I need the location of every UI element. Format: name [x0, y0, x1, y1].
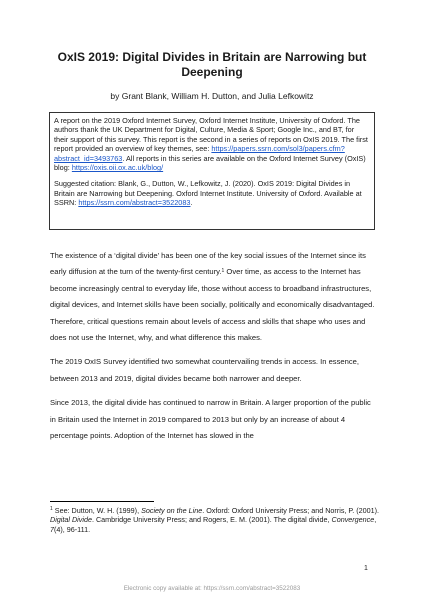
- citation-end: .: [190, 198, 193, 208]
- footnote-title-1: Society on the Line: [141, 506, 203, 515]
- citation-link[interactable]: https://ssrn.com/abstract=3522083: [78, 198, 191, 208]
- footnote-text-a: See: Dutton, W. H. (1999),: [52, 506, 142, 515]
- paragraph-1-a: The existence of a ‘digital divide’ has been one of the key social issues of the Internet since its early diffusion at the turn of the twenty-first century.: [50, 251, 366, 277]
- report-info-box: [49, 112, 375, 230]
- paper-title: OxIS 2019: Digital Divides in Britain are Narrowing but Deepening: [57, 50, 367, 79]
- footnote-text-c: . Cambridge University Press; and Rogers, E. M. (2001). The digital divide,: [91, 515, 332, 525]
- suggested-citation: [54, 179, 370, 207]
- blog-link[interactable]: https://oxis.oii.ox.ac.uk/blog/: [71, 163, 164, 173]
- page-number: 1: [364, 565, 368, 572]
- paragraph-1-b: Over time, as access to the Internet has become increasingly central to everyday life, those without access to broadband infrastructures, digital devices, and Internet skills have been socially, politically and economically disadvantaged. Therefore, critical questions remain about levels of access and skills that shape who uses and does not use the Internet, why, and what difference this makes.: [50, 267, 375, 343]
- footnote-text-e: (4), 96-111.: [54, 524, 91, 534]
- body-text: [50, 248, 378, 452]
- report-text-2: . All reports in this series are available on the Oxford Internet Survey (OxIS) blog:: [54, 153, 366, 173]
- citation-text: Suggested citation: Blank, G., Dutton, W., Lefkowitz, J. (2020). OxIS 2019: Digital Divides in Britain are Narrowing but Deepening. Oxford Internet Institute. University of Oxford. Available at SSRN:: [54, 179, 362, 208]
- footnote-divider: [50, 501, 154, 502]
- footnote-number: 1: [50, 506, 53, 512]
- paragraph-3: Since 2013, the digital divide has continued to narrow in Britain. A larger proportion of the public in Britain used the Internet in 2019 compared to 2013 but only by an increase of about 4 percentage points. Adoption of the Internet has slowed in the: [50, 398, 371, 441]
- report-description: [54, 116, 370, 172]
- author-line: by Grant Blank, William H. Dutton, and Julia Lefkowitz: [110, 91, 314, 101]
- footnote: [50, 506, 380, 534]
- footnote-text-d: ,: [374, 515, 377, 525]
- footnote-text-b: . Oxford: Oxford University Press; and Norris, P. (2001).: [202, 506, 380, 515]
- paragraph-2: The 2019 OxIS Survey identified two somewhat countervailing trends in access. In essence, between 2013 and 2019, digital divides became both narrower and deeper.: [50, 357, 359, 383]
- report-link[interactable]: https://papers.ssrn.com/sol3/papers.cfm?abstract_id=3493763: [54, 144, 345, 163]
- paragraph-1: [50, 248, 378, 346]
- footnote-ref: 1: [221, 268, 225, 275]
- footnote-title-3: Convergence: [331, 515, 375, 525]
- ssrn-watermark: Electronic copy available at: https://ssrn.com/abstract=3522083: [123, 585, 301, 592]
- report-text: A report on the 2019 Oxford Internet Survey, Oxford Internet Institute, University of Oxford. The authors thank the UK Department for Digital, Culture, Media & Sport; Google Inc., and BT, for their support of this survey. This report is the second in a series of reports on OxIS 2019. The first report provided an overview of key themes, see:: [54, 116, 368, 154]
- footnote-volume: 7: [50, 524, 54, 534]
- footnote-title-2: Digital Divide: [50, 515, 92, 525]
